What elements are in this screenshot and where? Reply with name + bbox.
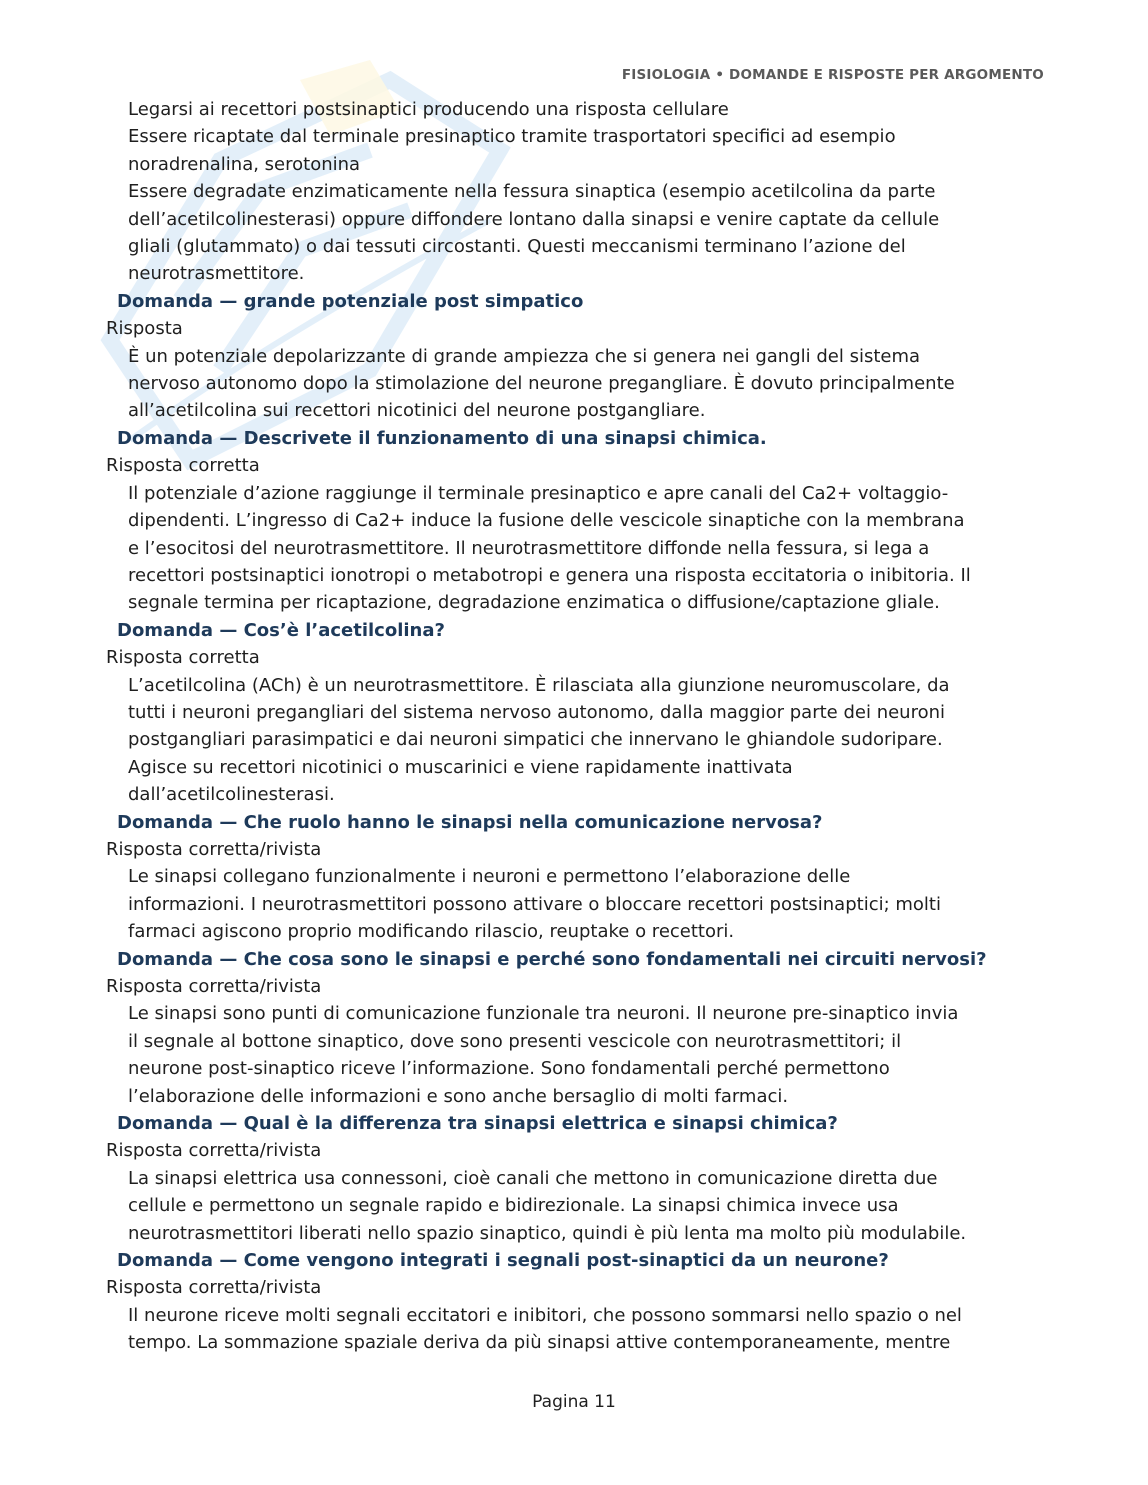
body-text-line: noradrenalina, serotonina: [128, 153, 361, 175]
body-text-line: Il potenziale d’azione raggiunge il terminale presinaptico e apre canali del Ca2+ voltaggio-: [128, 482, 949, 504]
body-text-line: l’elaborazione delle informazioni e sono anche bersaglio di molti farmaci.: [128, 1085, 789, 1107]
body-text-line: informazioni. I neurotrasmettitori possono attivare o bloccare recettori postsinaptici; molti: [128, 893, 941, 915]
answer-label: Risposta corretta/rivista: [106, 838, 322, 860]
body-text-line: dall’acetilcolinesterasi.: [128, 784, 335, 806]
question-heading: Domanda — Che cosa sono le sinapsi e perché sono fondamentali nei circuiti nervosi?: [117, 948, 987, 970]
body-text-line: neurotrasmettitori liberati nello spazio sinaptico, quindi è più lenta ma molto più modulabile.: [128, 1222, 967, 1244]
body-text-line: neurotrasmettitore.: [128, 263, 305, 285]
body-text-line: Le sinapsi collegano funzionalmente i neuroni e permettono l’elaborazione delle: [128, 866, 851, 888]
document-body: [106, 96, 1041, 1357]
question-heading: Domanda — Come vengono integrati i segnali post-sinaptici da un neurone?: [117, 1250, 889, 1272]
body-text-line: L’acetilcolina (ACh) è un neurotrasmettitore. È rilasciata alla giunzione neuromuscolare, da: [128, 674, 950, 696]
body-text-line: farmaci agiscono proprio modificando rilascio, reuptake o recettori.: [128, 921, 735, 943]
body-text-line: Agisce su recettori nicotinici o muscarinici e viene rapidamente inattivata: [128, 756, 793, 778]
body-text-line: tutti i neuroni pregangliari del sistema nervoso autonomo, dalla maggior parte dei neuroni: [128, 701, 946, 723]
body-text-line: Le sinapsi sono punti di comunicazione funzionale tra neuroni. Il neurone pre-sinaptico invia: [128, 1003, 959, 1025]
body-text-line: La sinapsi elettrica usa connessoni, cioè canali che mettono in comunicazione diretta due: [128, 1167, 938, 1189]
question-heading: Domanda — Descrivete il funzionamento di una sinapsi chimica.: [117, 427, 767, 449]
body-text-line: dipendenti. L’ingresso di Ca2+ induce la fusione delle vescicole sinaptiche con la membrana: [128, 510, 965, 532]
body-text-line: tempo. La sommazione spaziale deriva da più sinapsi attive contemporaneamente, mentre: [128, 1332, 951, 1354]
body-text-line: cellule e permettono un segnale rapido e bidirezionale. La sinapsi chimica invece usa: [128, 1195, 899, 1217]
question-heading: Domanda — Che ruolo hanno le sinapsi nella comunicazione nervosa?: [117, 811, 823, 833]
answer-label: Risposta corretta/rivista: [106, 976, 322, 997]
body-text-line: recettori postsinaptici ionotropi o metabotropi e genera una risposta eccitatoria o inibitoria. Il: [128, 564, 971, 586]
body-text-line: neurone post-sinaptico riceve l’informazione. Sono fondamentali perché permettono: [128, 1058, 890, 1080]
question-heading: Domanda — Cos’è l’acetilcolina?: [117, 619, 445, 641]
body-text-line: dell’acetilcolinesterasi) oppure diffondere lontano dalla sinapsi e venire captate da cellule: [128, 208, 940, 230]
body-text-line: Il neurone riceve molti segnali eccitatori e inibitori, che possono sommarsi nello spazio o nel: [128, 1304, 962, 1326]
answer-label: Risposta corretta: [106, 647, 260, 669]
question-heading: Domanda — Qual è la differenza tra sinapsi elettrica e sinapsi chimica?: [117, 1113, 838, 1135]
answer-label: Risposta corretta/rivista: [106, 1140, 322, 1162]
question-heading: Domanda — grande potenziale post simpatico: [117, 290, 584, 312]
body-text-line: segnale termina per ricaptazione, degradazione enzimatica o diffusione/captazione gliale.: [128, 592, 940, 614]
body-text-line: nervoso autonomo dopo la stimolazione del neurone pregangliare. È dovuto principalmente: [128, 373, 955, 395]
page-number: Pagina 11: [532, 1392, 616, 1412]
page-header: FISIOLOGIA • DOMANDE E RISPOSTE PER ARGOMENTO: [621, 67, 1044, 83]
answer-label: Risposta corretta/rivista: [106, 1277, 322, 1299]
answer-label: Risposta: [106, 318, 183, 340]
answer-label: Risposta corretta: [106, 455, 260, 477]
body-text-line: Essere ricaptate dal terminale presinaptico tramite trasportatori specifici ad esempio: [128, 126, 896, 148]
body-text-line: il segnale al bottone sinaptico, dove sono presenti vescicole con neurotrasmettitori; il: [128, 1030, 902, 1052]
body-text-line: all’acetilcolina sui recettori nicotinici del neurone postgangliare.: [128, 400, 706, 422]
body-text-line: È un potenziale depolarizzante di grande ampiezza che si genera nei gangli del sistema: [128, 345, 921, 367]
body-text-line: gliali (glutammato) o dai tessuti circostanti. Questi meccanismi terminano l’azione del: [128, 236, 906, 258]
body-text-line: postgangliari parasimpatici e dai neuroni simpatici che innervano le ghiandole sudoripare.: [128, 729, 943, 751]
body-text-line: Essere degradate enzimaticamente nella fessura sinaptica (esempio acetilcolina da parte: [128, 181, 936, 203]
body-text-line: e l’esocitosi del neurotrasmettitore. Il neurotrasmettitore diffonde nella fessura, si lega a: [128, 537, 930, 559]
body-text-line: Legarsi ai recettori postsinaptici producendo una risposta cellulare: [128, 99, 729, 120]
